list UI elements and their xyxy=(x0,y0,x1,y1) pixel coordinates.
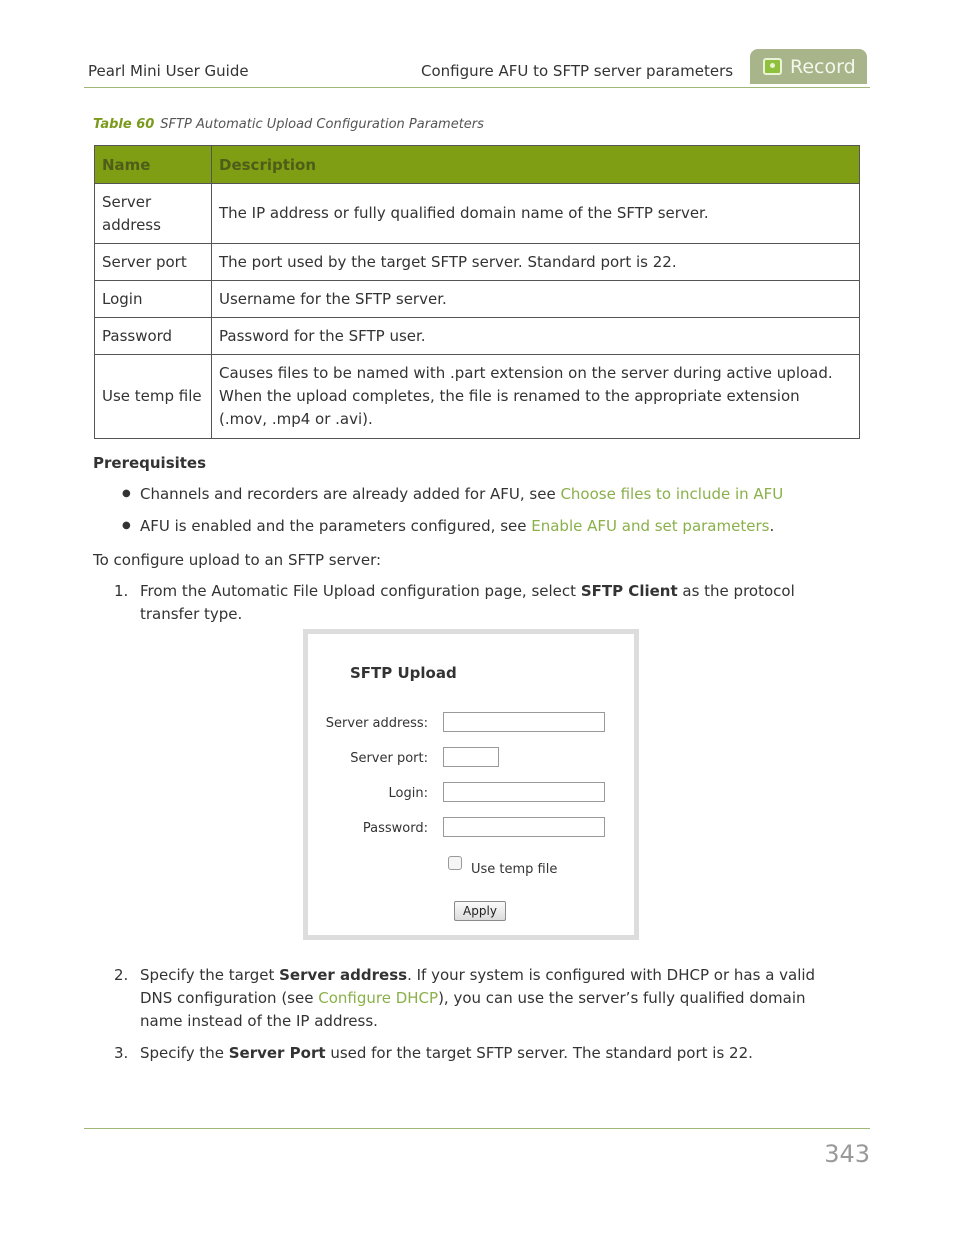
page-number: 343 xyxy=(824,1140,870,1168)
step-number: 3. xyxy=(114,1044,129,1062)
prereq-text: Channels and recorders are already added for AFU, see xyxy=(140,485,561,503)
step-number: 2. xyxy=(114,966,129,984)
table-row xyxy=(95,355,860,439)
step-bold: Server address xyxy=(279,966,408,984)
password-input[interactable] xyxy=(443,817,605,837)
server-port-label: Server port: xyxy=(350,751,428,766)
table-row xyxy=(95,244,860,281)
login-input[interactable] xyxy=(443,782,605,802)
server-address-label: Server address: xyxy=(325,716,428,731)
parameters-table xyxy=(94,145,860,439)
prereq-item xyxy=(140,485,783,503)
bullet-icon: ● xyxy=(122,488,131,499)
prerequisites-heading: Prerequisites xyxy=(93,454,207,472)
prereq-text: AFU is enabled and the parameters configured, see xyxy=(140,517,532,535)
prereq-item xyxy=(140,517,774,535)
link-configure-dhcp[interactable]: Configure DHCP xyxy=(318,989,439,1007)
bullet-icon: ● xyxy=(122,520,131,531)
link-enable-afu[interactable]: Enable AFU and set parameters xyxy=(531,517,770,535)
param-name: Use temp file xyxy=(95,355,212,439)
apply-button[interactable]: Apply xyxy=(454,901,506,921)
step-text-part: Specify the target xyxy=(140,966,280,984)
step-number: 1. xyxy=(114,582,129,600)
use-temp-file-label: Use temp file xyxy=(471,862,558,877)
guide-title: Pearl Mini User Guide xyxy=(88,62,249,80)
column-header-description: Description xyxy=(212,146,860,184)
section-title: Configure AFU to SFTP server parameters xyxy=(421,62,734,80)
figure-title: SFTP Upload xyxy=(350,664,457,682)
password-label: Password: xyxy=(362,821,428,836)
step-bold: SFTP Client xyxy=(580,582,678,600)
step-text xyxy=(140,1042,850,1065)
record-icon xyxy=(763,58,782,75)
server-port-input[interactable] xyxy=(443,747,499,767)
step-text xyxy=(140,964,850,1033)
table-caption xyxy=(93,117,484,132)
column-header-name: Name xyxy=(95,146,212,184)
record-badge xyxy=(750,49,867,84)
step-text-part: Specify the xyxy=(140,1044,229,1062)
param-description: Username for the SFTP server. xyxy=(212,281,860,318)
param-name: Server address xyxy=(95,184,212,244)
table-number: Table 60 xyxy=(93,117,155,132)
param-name: Password xyxy=(95,318,212,355)
footer-divider xyxy=(84,1128,870,1129)
header-divider xyxy=(84,87,870,88)
sftp-upload-screenshot xyxy=(303,629,639,940)
step-text-part: as the protocol transfer type. xyxy=(140,582,795,623)
step-text-part: ), you can use the server’s fully qualified domain name instead of the IP address. xyxy=(140,989,806,1030)
table-caption-text: SFTP Automatic Upload Configuration Parameters xyxy=(160,117,484,132)
server-address-input[interactable] xyxy=(443,712,605,732)
table-row xyxy=(95,184,860,244)
table-row xyxy=(95,281,860,318)
param-description: Password for the SFTP user. xyxy=(212,318,860,355)
intro-text: To configure upload to an SFTP server: xyxy=(93,551,382,569)
step-text xyxy=(140,580,850,626)
param-description: The port used by the target SFTP server. Standard port is 22. xyxy=(212,244,860,281)
record-label: Record xyxy=(790,55,856,78)
step-text-part: . If your system is configured with DHCP or has a valid DNS configuration (see xyxy=(140,966,816,1007)
step-text-part: From the Automatic File Upload configuration page, select xyxy=(140,582,581,600)
param-description: The IP address or fully qualified domain name of the SFTP server. xyxy=(212,184,860,244)
param-name: Server port xyxy=(95,244,212,281)
use-temp-file-checkbox[interactable] xyxy=(448,856,462,870)
link-choose-files[interactable]: Choose files to include in AFU xyxy=(560,485,784,503)
param-name: Login xyxy=(95,281,212,318)
step-text-part: used for the target SFTP server. The standard port is 22. xyxy=(325,1044,753,1062)
prereq-after: . xyxy=(769,517,775,535)
table-row xyxy=(95,318,860,355)
param-description: Causes files to be named with .part extension on the server during active upload. When the upload completes, the file is renamed to the appropriate extension (.mov, .mp4 or .avi). xyxy=(212,355,860,439)
table-header-row xyxy=(95,146,860,184)
login-label: Login: xyxy=(388,786,428,801)
step-bold: Server Port xyxy=(228,1044,326,1062)
